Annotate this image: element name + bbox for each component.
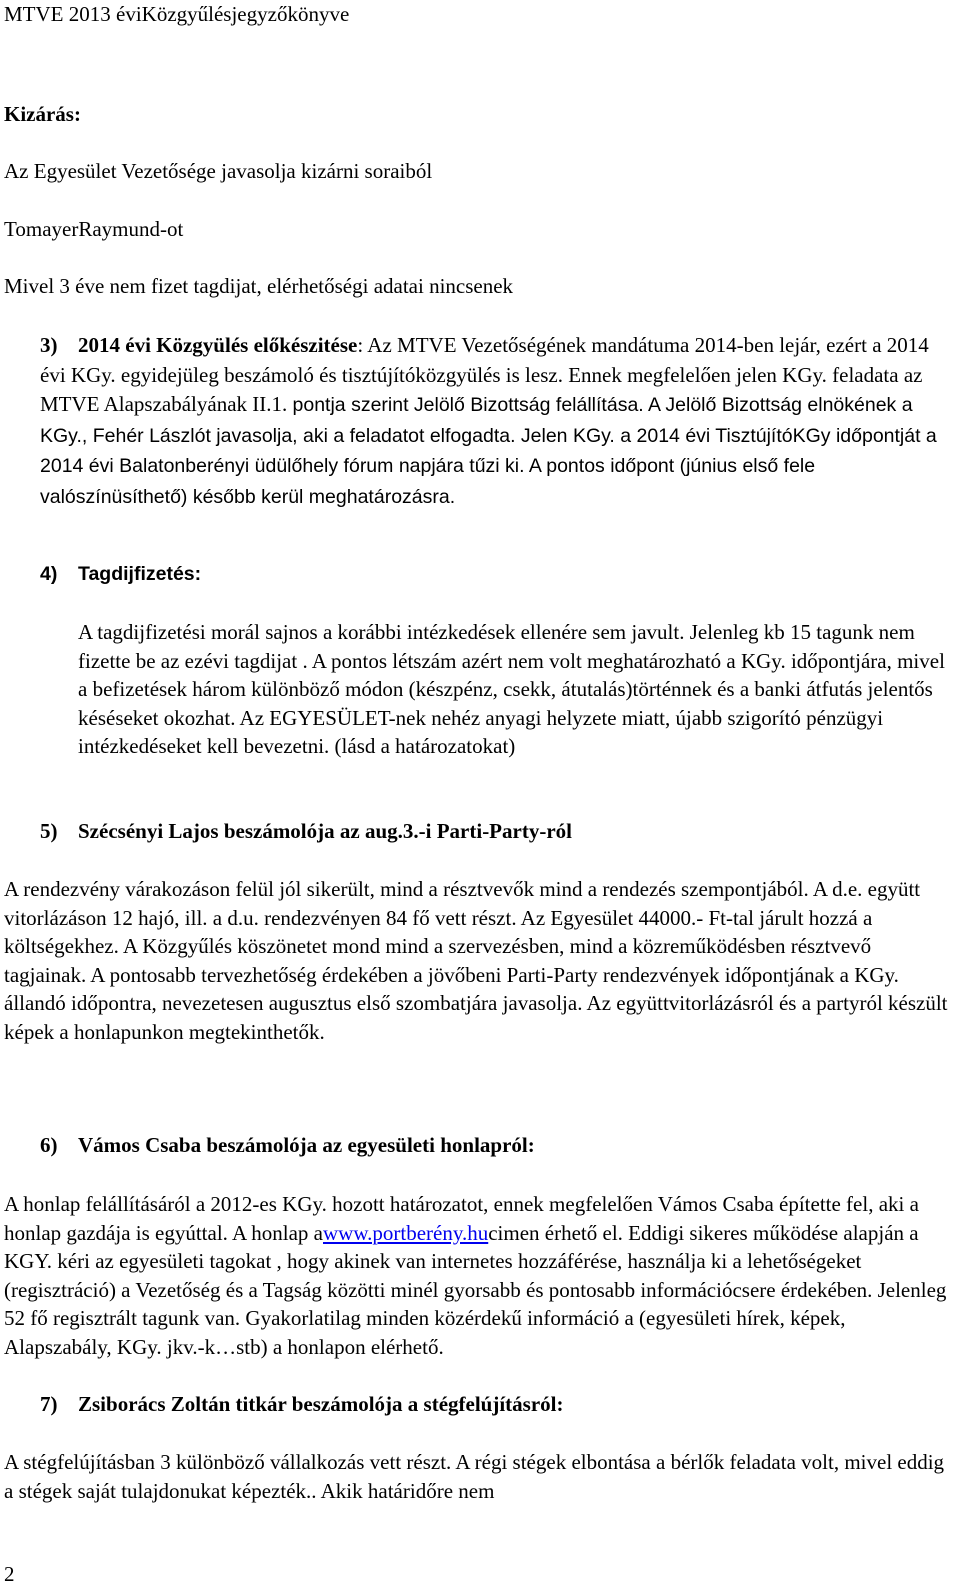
page-header: MTVE 2013 éviKözgyűlésjegyzőkönyve — [4, 2, 350, 26]
section-4-heading: Tagdijfizetés: — [78, 563, 202, 585]
exclusion-line-1: Az Egyesület Vezetősége javasolja kizárni soraiból — [4, 159, 433, 183]
section-7-heading: Zsiborács Zoltán titkár beszámolója a stégfelújításról: — [78, 1392, 564, 1416]
section-5-text: A rendezvény várakozáson felül jól sikerült, mind a résztvevők mind a rendezés szempontjából. A d.e. együtt vitorlázáson 12 hajó, ill. a d.u. rendezvényen 84 fő vett részt. Az Egyesület 44000.- Ft-tal járult hozzá a költségekhez. A Közgyűlés köszönetet mond mind a szervezésben, mind a közreműködésben résztvevő tagjainak. A pontosabb tervezhetőség érdekében a jövőbeni Parti-Party rendezvények időpontjának a KGy. állandó időpontra, nevezetesen augusztus első szombatjára javasolja. Az együttvitorlázásról és a partyról készült képek a honlapunkon megtekinthetők. — [4, 877, 948, 1044]
section-6-number: 6) — [40, 1133, 58, 1157]
section-5-heading: Szécsényi Lajos beszámolója az aug.3.-i Parti-Party-ról — [78, 819, 572, 843]
exclusion-line-2: TomayerRaymund-ot — [4, 217, 184, 241]
section-7-text: A stégfelújításban 3 különböző vállalkozás vett részt. A régi stégek elbontása a bérlők feladata volt, mivel eddig a stégek saját tulajdonukat képezték.. Akik határidőre nem — [4, 1450, 945, 1503]
section-3-number: 3) — [40, 333, 58, 357]
section-6-heading: Vámos Csaba beszámolója az egyesületi honlapról: — [78, 1133, 535, 1157]
section-3 — [40, 331, 955, 512]
page-number: 2 — [4, 1562, 15, 1586]
section-6-heading-line — [40, 1131, 535, 1159]
section-6-text-after-link: cimen érhető el. Eddigi sikeres működése alapján a KGY. kéri az egyesületi tagokat , hogy akinek van internetes hozzáférése, használja ki a lehetőségeket (regisztráció) a Vezetőség és a Tagság közötti minél gyorsabb és pontosabb információcsere érdekében. Jelenleg 52 fő regisztrált tagunk van. Gyakorlatilag minden közérdekű információ a (egyesületi hírek, képek, Alapszabály, KGy. jkv.-k…stb) a honlapon elérhető. — [4, 1220, 947, 1359]
section-3-text-part-1: Az MTVE Vezetőségének mandátuma 2014-ben lejár, ezért a 2014 évi KGy. egyidejüleg beszámoló és tisztújítóközgyülés is lesz. Ennek megfelelően jelen KGy. feladata az MTVE Alapszabályának II.1. — [40, 333, 929, 416]
section-3-colon: : — [357, 333, 364, 357]
section-6-text — [4, 1190, 954, 1362]
section-5-heading-line — [40, 817, 572, 845]
section-5-number: 5) — [40, 819, 58, 843]
section-4-number: 4) — [40, 563, 58, 585]
website-link[interactable]: www.portberény.hu — [323, 1220, 489, 1245]
exclusion-title: Kizárás: — [4, 102, 81, 126]
section-7-heading-line — [40, 1390, 563, 1418]
section-6-text-before-link: A honlap felállításáról a 2012-es KGy. hozott határozatot, ennek megfelelően Vámos Csaba építette fel, aki a honlap gazdája is egyúttal. A honlap a — [4, 1192, 919, 1245]
section-4-heading-line — [40, 560, 201, 588]
section-4-text: A tagdijfizetési morál sajnos a korábbi intézkedések ellenére sem javult. Jelenleg kb 15 tagunk nem fizette be az ezévi tagdijat . A pontos létszám azért nem volt meghatározható a KGy. időpontjára, mivel a befizetések három különböző módon (készpénz, csekk, átutalás)történnek és a banki átfutás jelentős késéseket okozhat. Az EGYESÜLET-nek nehéz anyagi helyzete miatt, újabb szigorító pénzügyi intézkedéseket kell bevezetni. (lásd a határozatokat) — [78, 620, 945, 759]
section-3-text-part-2: pontja szerint Jelölő Bizottság felállítása. A Jelölő Bizottság elnökének a KGy., Fehér Lászlót javasolja, aki a feladatot elfogadta. Jelen KGy. a 2014 évi TisztújítóKGy időpontját a 2014 évi Balatonberényi üdülőhely fórum napjára tűzi ki. A pontos időpont (június első fele valószínüsíthető) később kerül meghatározásra. — [40, 394, 937, 508]
section-7-number: 7) — [40, 1392, 58, 1416]
exclusion-line-3: Mivel 3 éve nem fizet tagdijat, elérhetőségi adatai nincsenek — [4, 274, 514, 298]
section-3-heading: 2014 évi Közgyülés előkészitése — [78, 333, 358, 357]
